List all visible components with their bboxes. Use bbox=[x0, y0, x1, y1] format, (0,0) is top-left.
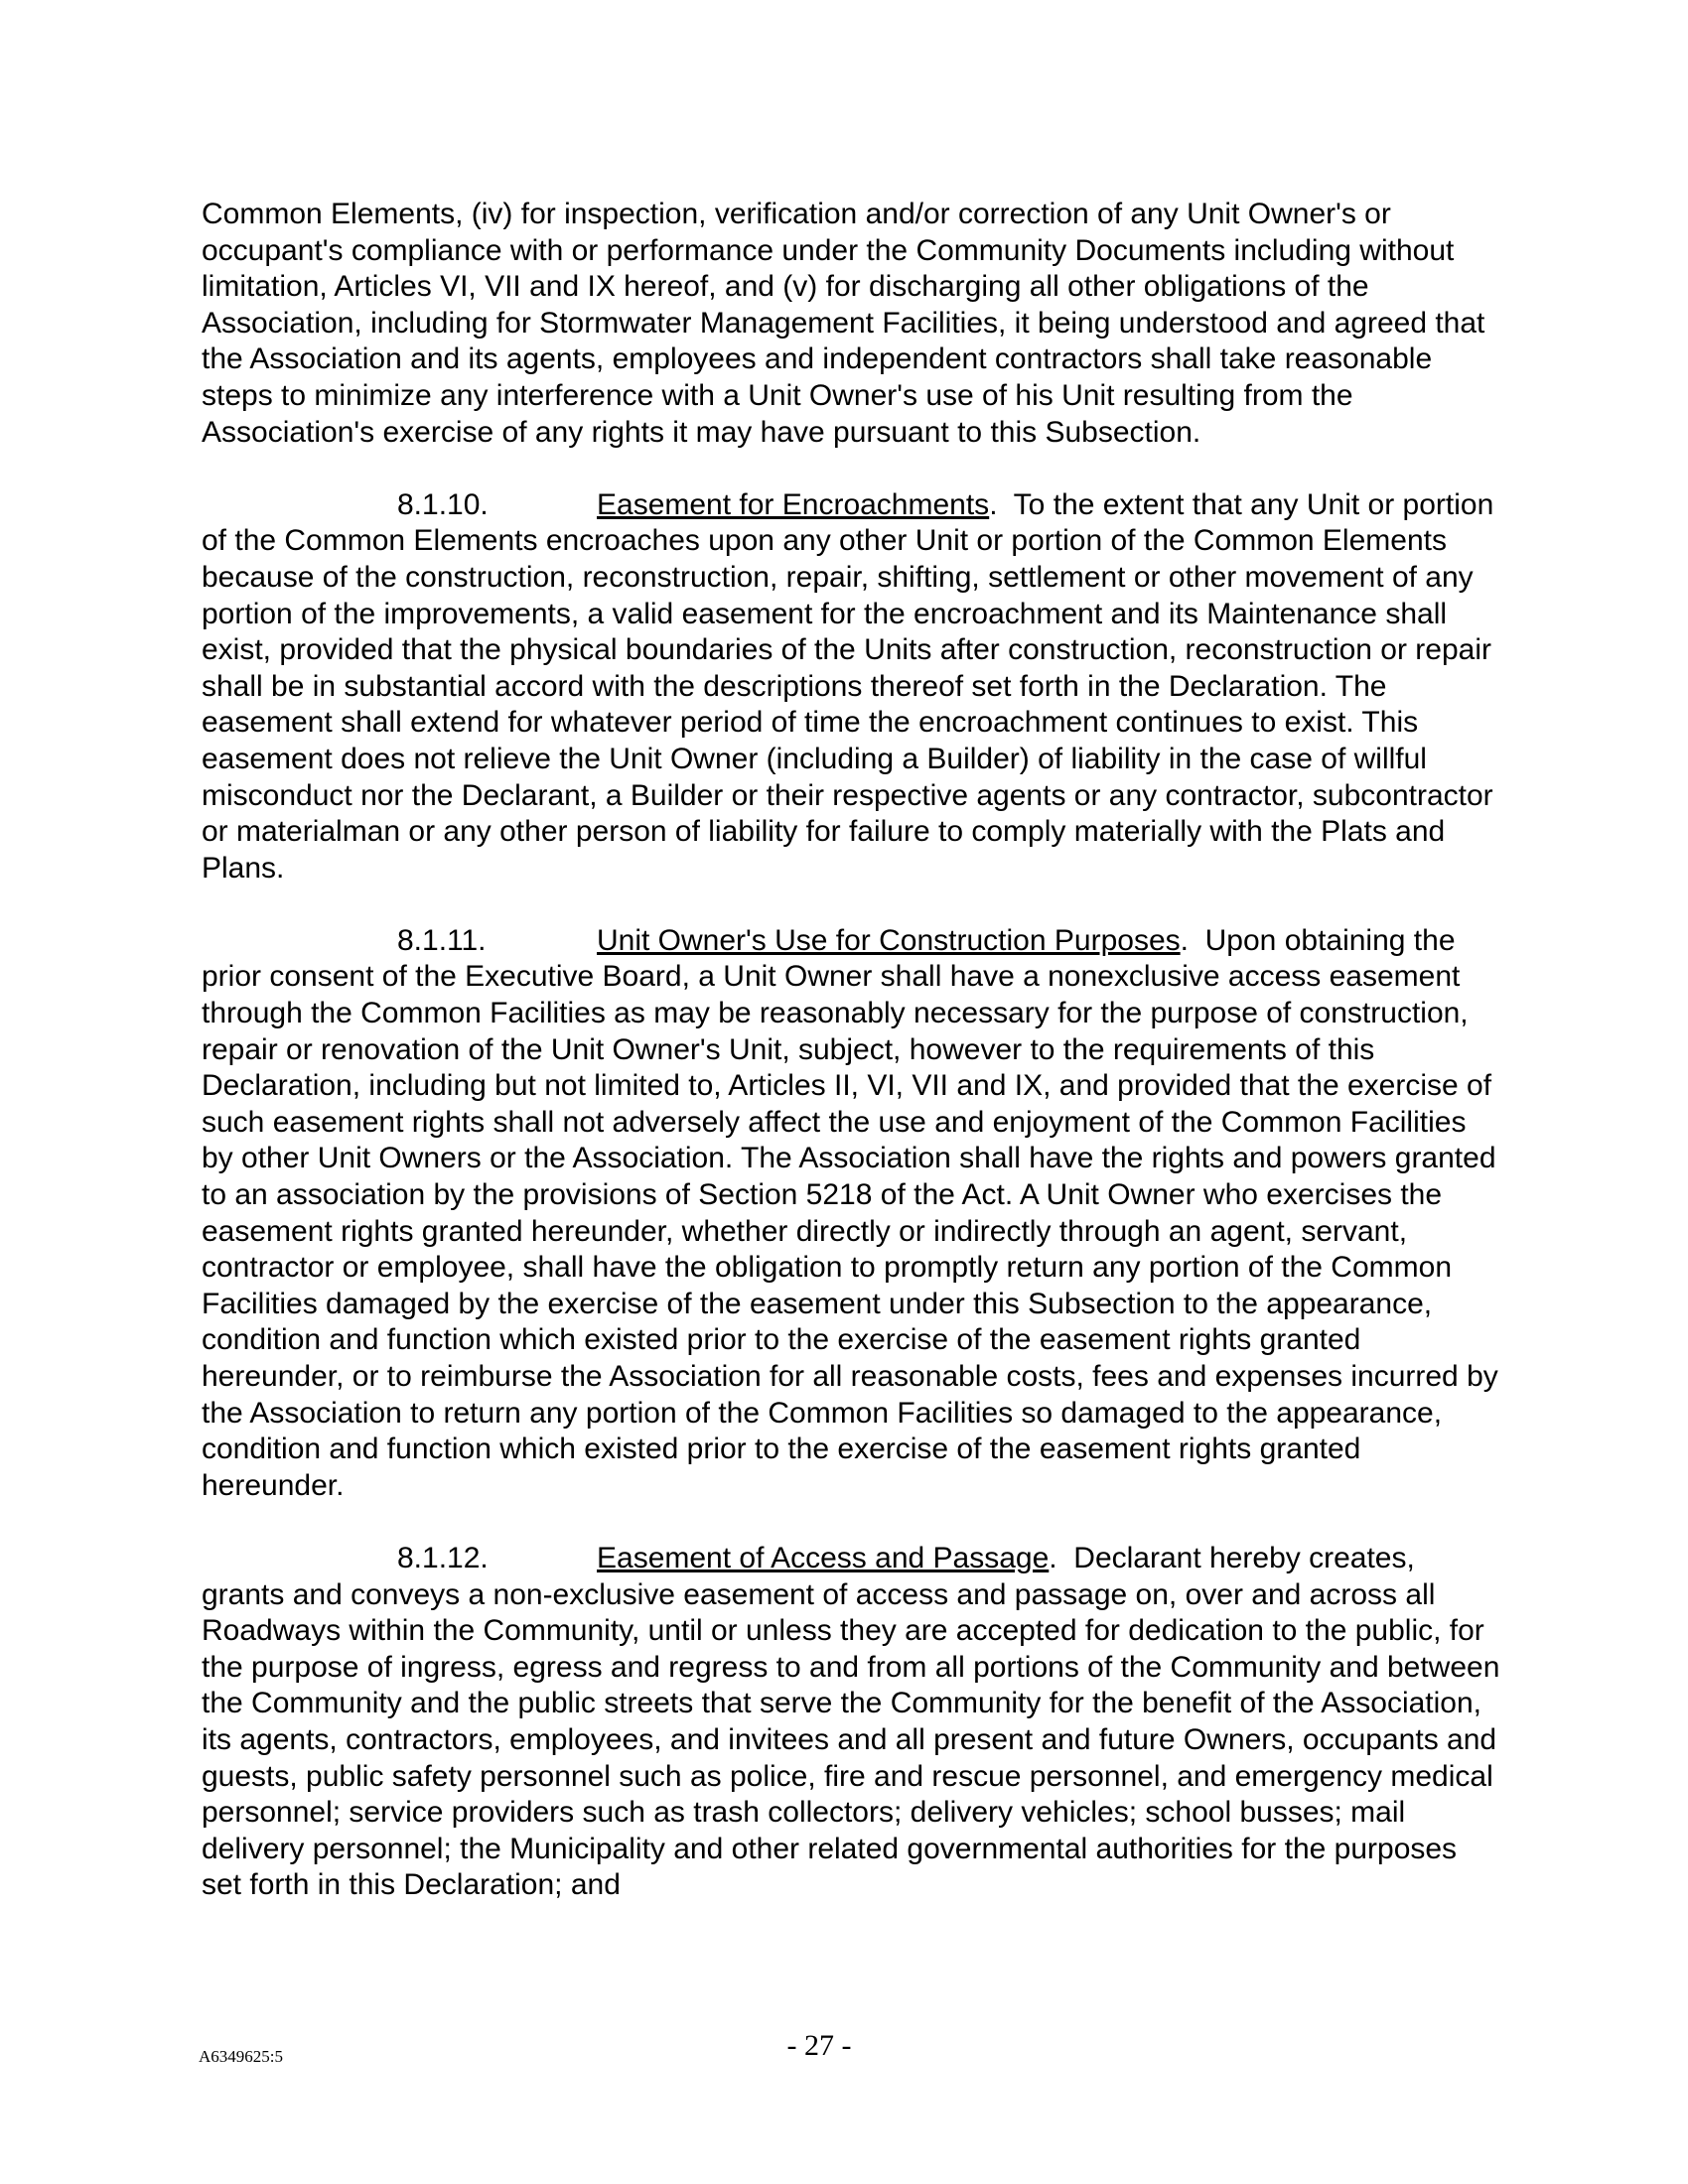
section-8-1-11 bbox=[202, 923, 1502, 1505]
section-title-end: . bbox=[1049, 1541, 1057, 1574]
section-title: Easement for Encroachments bbox=[597, 487, 990, 521]
section-title-end: . bbox=[989, 487, 998, 521]
intro-paragraph: Common Elements, (iv) for inspection, verification and/or correction of any Unit Owner's or occupant's compliance with or performance under the Community Documents including without limitation, Articles VI, VII and IX hereof, and (v) for discharging all other obligations of the Association, including for Stormwater Management Facilities, it being understood and agreed that the Association and its agents, employees and independent contractors shall take reasonable steps to minimize any interference with a Unit Owner's use of his Unit resulting from the Association's exercise of any rights it may have pursuant to this Subsection. bbox=[202, 198, 1485, 449]
section-body: Upon obtaining the prior consent of the Executive Board, a Unit Owner shall have a nonexclusive access easement through the Common Facilities as may be reasonably necessary for the purpose of construction, repair or renovation of the Unit Owner's Unit, subject, however to the requirements of this Declaration, including but not limited to, Articles II, VI, VII and IX, and provided that the exercise of such easement rights shall not adversely affect the use and enjoyment of the Common Facilities by other Unit Owners or the Association. The Association shall have the rights and powers granted to an association by the provisions of Section 5218 of the Act. A Unit Owner who exercises the easement rights granted hereunder, whether directly or indirectly through an agent, servant, contractor or employee, shall have the obligation to promptly return any portion of the Common Facilities damaged by the exercise of the easement under this Subsection to the appearance, condition and function which existed prior to the exercise of the easement rights granted hereunder, or to reimburse the Association for all reasonable costs, fees and expenses incurred by the Association to return any portion of the Common Facilities so damaged to the appearance, condition and function which existed prior to the exercise of the easement rights granted hereunder. bbox=[202, 923, 1498, 1502]
document-id: A6349625:5 bbox=[199, 2047, 283, 2066]
section-body: Declarant hereby creates, grants and conveys a non-exclusive easement of access and passage on, over and across all Roadways within the Community, until or unless they are accepted for dedication to the public, for the purpose of ingress, egress and regress to and from all portions of the Community and between the Community and the public streets that serve the Community for the benefit of the Association, its agents, contractors, employees, and invitees and all present and future Owners, occupants and guests, public safety personnel such as police, fire and rescue personnel, and emergency medical personnel; service providers such as trash collectors; delivery vehicles; school busses; mail delivery personnel; the Municipality and other related governmental authorities for the purposes set forth in this Declaration; and bbox=[202, 1541, 1500, 1902]
section-title: Unit Owner's Use for Construction Purposes bbox=[597, 923, 1181, 957]
section-8-1-10 bbox=[202, 487, 1502, 887]
section-number: 8.1.11. bbox=[397, 923, 487, 957]
section-number: 8.1.12. bbox=[397, 1541, 489, 1574]
page-number: - 27 - bbox=[786, 2029, 852, 2062]
section-title: Easement of Access and Passage bbox=[597, 1541, 1050, 1574]
body-text bbox=[202, 197, 1502, 1941]
section-8-1-12 bbox=[202, 1541, 1502, 1904]
section-number: 8.1.10. bbox=[397, 487, 489, 521]
section-title-end: . bbox=[1180, 923, 1189, 957]
section-body: To the extent that any Unit or portion of the Common Elements encroaches upon any other Unit or portion of the Common Elements because of the construction, reconstruction, repair, shifting, settlement or other movement of any portion of the improvements, a valid easement for the encroachment and its Maintenance shall exist, provided that the physical boundaries of the Units after construction, reconstruction or repair shall be in substantial accord with the descriptions thereof set forth in the Declaration. The easement shall extend for whatever period of time the encroachment continues to exist. This easement does not relieve the Unit Owner (including a Builder) of liability in the case of willful misconduct nor the Declarant, a Builder or their respective agents or any contractor, subcontractor or materialman or any other person of liability for failure to comply materially with the Plats and Plans. bbox=[202, 487, 1494, 885]
